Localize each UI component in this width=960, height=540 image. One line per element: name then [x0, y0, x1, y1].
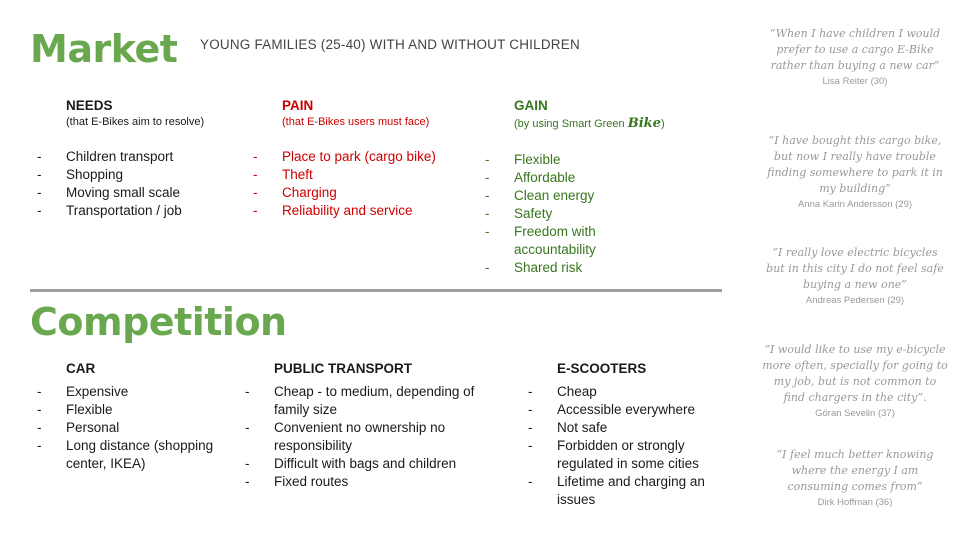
list-item: - Freedom with accountability [485, 223, 645, 259]
public-transport-list [245, 383, 507, 491]
list-item: - Affordable [485, 169, 645, 187]
list-item: - Clean energy [485, 187, 645, 205]
car-list [37, 383, 242, 473]
list-item: - Theft [253, 166, 438, 184]
quote-author: Göran Sevelin (37) [815, 408, 895, 419]
needs-list [37, 148, 237, 220]
list-item: - Shared risk [485, 259, 645, 277]
pain-header [282, 98, 429, 128]
escooters-heading: E-SCOOTERS [557, 361, 647, 376]
quote-author: Anna Karin Andersson (29) [797, 199, 913, 210]
pain-heading: PAIN [282, 98, 314, 113]
quote-text: “When I have children I would prefer to use a cargo E-Bike rather than buying a new car” [769, 27, 941, 72]
list-item: - Flexible [485, 151, 645, 169]
quote-5 [762, 447, 948, 509]
quote-text: “I feel much better knowing where the energy I am consuming comes from” [776, 448, 934, 493]
list-item: - Not safe [528, 419, 728, 437]
list-item: - Transportation / job [37, 202, 237, 220]
list-item: - Cheap - to medium, depending of family size [245, 383, 507, 419]
list-item: - Charging [253, 184, 438, 202]
quote-text: “I really love electric bicycles but in this city I do not feel safe buying a new one” [766, 246, 944, 291]
quote-4 [762, 342, 948, 420]
list-item: - Shopping [37, 166, 237, 184]
quote-text: “I would like to use my e-bicycle more often, specially for going to my job, but is not common to find chargers in the city”. [762, 343, 948, 404]
gain-header [514, 98, 665, 131]
list-item: - Children transport [37, 148, 237, 166]
needs-subheading: (that E-Bikes aim to resolve) [66, 116, 205, 128]
quote-1 [762, 26, 948, 88]
list-item: - Lifetime and charging an issues [528, 473, 728, 509]
pain-list [253, 148, 438, 220]
list-item: - Safety [485, 205, 645, 223]
quote-2 [762, 133, 948, 211]
needs-heading: NEEDS [66, 98, 113, 113]
quote-author: Andreas Pedersen (29) [805, 295, 905, 306]
list-item: - Flexible [37, 401, 242, 419]
escooters-list [528, 383, 728, 509]
competition-title: Competition [30, 300, 287, 344]
quote-author: Lisa Reiter (30) [822, 76, 888, 87]
section-divider [30, 289, 722, 292]
quote-text: “I have bought this cargo bike, but now I really have trouble finding somewhere to park it in my building” [767, 134, 943, 195]
gain-heading: GAIN [514, 98, 548, 113]
quote-3 [762, 245, 948, 307]
public-transport-heading: PUBLIC TRANSPORT [274, 361, 412, 376]
brand-bike-wordmark: Bike [627, 116, 661, 131]
quote-author: Dirk Hoffman (36) [817, 497, 893, 508]
gain-sub-suffix: ) [660, 118, 665, 130]
car-heading: CAR [66, 361, 96, 376]
list-item: - Long distance (shopping center, IKEA) [37, 437, 242, 473]
list-item: - Accessible everywhere [528, 401, 728, 419]
list-item: - Difficult with bags and children [245, 455, 507, 473]
list-item: - Moving small scale [37, 184, 237, 202]
gain-sub-prefix: (by using Smart Green [514, 118, 628, 130]
list-item: - Forbidden or strongly regulated in some cities [528, 437, 728, 473]
pain-subheading: (that E-Bikes users must face) [282, 116, 430, 128]
market-title: Market [30, 27, 178, 71]
needs-header [66, 98, 204, 128]
market-subtitle: YOUNG FAMILIES (25-40) WITH AND WITHOUT CHILDREN [200, 37, 580, 52]
gain-list [485, 151, 645, 277]
list-item: - Expensive [37, 383, 242, 401]
list-item: - Fixed routes [245, 473, 507, 491]
list-item: - Cheap [528, 383, 728, 401]
list-item: - Personal [37, 419, 242, 437]
list-item: - Place to park (cargo bike) [253, 148, 438, 166]
gain-subheading [514, 116, 665, 131]
list-item: - Reliability and service [253, 202, 438, 220]
list-item: - Convenient no ownership no responsibility [245, 419, 507, 455]
